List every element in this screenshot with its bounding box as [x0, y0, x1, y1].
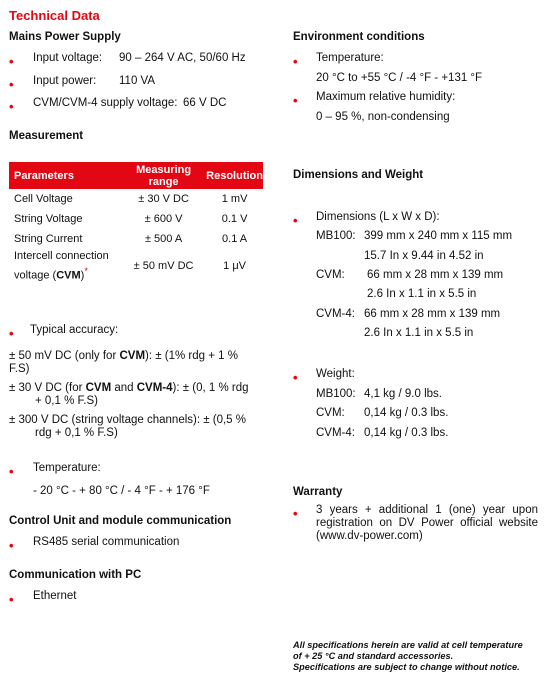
- bullet-icon: •: [9, 592, 14, 607]
- cell-range: ± 500 A: [144, 233, 183, 245]
- col-parameters: Parameters: [9, 162, 121, 189]
- bullet-icon: •: [9, 77, 14, 92]
- param-line1: Intercell connection: [14, 250, 109, 262]
- bullet-icon: •: [293, 93, 298, 108]
- temperature-label: Temperature:: [33, 462, 101, 474]
- mains-label: CVM/CVM-4 supply voltage:: [33, 97, 178, 109]
- bullet-icon: •: [293, 506, 298, 521]
- mains-value: 90 – 264 V AC, 50/60 Hz: [119, 52, 246, 64]
- cell-res: 0.1 V: [221, 213, 248, 225]
- page-title: Technical Data: [9, 8, 100, 23]
- dim-imperial: 2.6 In x 1.1 in x 5.5 in: [367, 288, 477, 300]
- weight-model: CVM:: [316, 407, 345, 419]
- footnote-line: Specifications are subject to change without notice.: [293, 662, 520, 672]
- bullet-icon: •: [293, 54, 298, 69]
- dimensions-heading: Dimensions and Weight: [293, 169, 424, 181]
- mains-label: Input voltage:: [33, 52, 103, 64]
- dim-model: MB100:: [316, 230, 356, 242]
- dimensions-label: Dimensions (L x W x D):: [316, 211, 440, 223]
- acc-text: ): ± (0, 1 % rdg: [172, 382, 249, 394]
- weight-model: MB100:: [316, 388, 356, 400]
- accuracy-item: [9, 382, 259, 408]
- cell-res: 1 μV: [223, 260, 246, 273]
- col-range: Measuring range: [121, 162, 206, 189]
- pc-heading: Communication with PC: [9, 569, 142, 581]
- bullet-icon: •: [9, 54, 14, 69]
- acc-text: and: [111, 382, 137, 394]
- acc-bold: CVM-4: [136, 382, 173, 394]
- env-humidity-value: 0 – 95 %, non-condensing: [316, 111, 450, 123]
- acc-text: rdg + 0,1 % F.S): [35, 427, 118, 439]
- param-line2-bold: CVM: [56, 269, 81, 282]
- env-temp-value: 20 °C to +55 °C / -4 °F - +131 °F: [316, 72, 483, 84]
- mains-label: Input power:: [33, 75, 97, 87]
- acc-text: ± 50 mV DC (only for: [9, 350, 120, 362]
- dim-metric: 399 mm x 240 mm x 115 mm: [364, 230, 513, 242]
- pc-item-text: Ethernet: [33, 590, 77, 602]
- weight-label: Weight:: [316, 368, 355, 380]
- table-row: [9, 249, 263, 284]
- warranty-line: (www.dv-power.com): [316, 530, 423, 542]
- warranty-line: 3 years + additional 1 (one) year upon: [316, 504, 538, 516]
- cell-param: String Voltage: [14, 213, 83, 225]
- dim-metric: 66 mm x 28 mm x 139 mm: [367, 269, 504, 281]
- dim-metric: 66 mm x 28 mm x 139 mm: [364, 308, 501, 320]
- accuracy-item: [9, 414, 259, 440]
- cell-range: ± 50 mV DC: [133, 260, 194, 273]
- weight-value: 0,14 kg / 0.3 lbs.: [364, 407, 449, 419]
- acc-text: ± 300 V DC (string voltage channels): ± (0,5 %: [9, 414, 246, 426]
- warranty-text: [316, 504, 538, 543]
- bullet-icon: •: [293, 370, 298, 385]
- cell-param: String Current: [14, 233, 83, 245]
- control-item-text: RS485 serial communication: [33, 536, 180, 548]
- acc-text: ): ± (1% rdg + 1 %: [145, 350, 238, 362]
- table-row: [9, 229, 263, 249]
- footnote-star: *: [84, 266, 88, 276]
- bullet-icon: •: [9, 326, 14, 341]
- weight-value: 4,1 kg / 9.0 lbs.: [364, 388, 442, 400]
- bullet-icon: •: [9, 464, 14, 479]
- param-line2-pre: voltage (: [14, 269, 57, 282]
- environment-heading: Environment conditions: [293, 31, 425, 43]
- control-heading: Control Unit and module communication: [9, 515, 232, 527]
- weight-value: 0,14 kg / 0.3 lbs.: [364, 427, 449, 439]
- measurement-table: [9, 162, 263, 284]
- cell-range: ± 30 V DC: [138, 193, 189, 205]
- dim-imperial: 15.7 In x 9.44 in 4.52 in: [364, 250, 484, 262]
- dim-model: CVM-4:: [316, 308, 355, 320]
- dim-imperial: 2.6 In x 1.1 in x 5.5 in: [364, 327, 474, 339]
- acc-bold: CVM: [119, 350, 146, 362]
- env-temp-label: Temperature:: [316, 52, 384, 64]
- bullet-icon: •: [293, 213, 298, 228]
- footnote-line: All specifications herein are valid at cell temperature: [293, 640, 523, 650]
- cell-range: ± 600 V: [144, 213, 183, 225]
- mains-value: 110 VA: [119, 75, 156, 87]
- mains-value: 66 V DC: [183, 97, 227, 109]
- acc-text: ± 30 V DC (for: [9, 382, 86, 394]
- temperature-value: - 20 °C - + 80 °C / - 4 °F - + 176 °F: [33, 485, 210, 497]
- bullet-icon: •: [9, 99, 14, 114]
- cell-res: 0.1 A: [222, 233, 248, 245]
- dim-model: CVM:: [316, 269, 345, 281]
- accuracy-label: Typical accuracy:: [30, 324, 119, 336]
- acc-text: + 0,1 % F.S): [35, 395, 98, 407]
- cell-param: [9, 249, 121, 284]
- measurement-heading: Measurement: [9, 130, 84, 142]
- footnote-line: of + 25 °C and standard accessories.: [293, 651, 454, 661]
- acc-text: F.S): [9, 363, 30, 375]
- param-line2-post: ): [80, 269, 85, 282]
- cell-param: Cell Voltage: [14, 193, 73, 205]
- table-header-row: [9, 162, 263, 189]
- warranty-line: registration on DV Power official website: [316, 517, 538, 529]
- bullet-icon: •: [9, 538, 14, 553]
- accuracy-item: [9, 350, 259, 376]
- env-humidity-label: Maximum relative humidity:: [316, 91, 456, 103]
- mains-heading: Mains Power Supply: [9, 31, 121, 43]
- acc-bold: CVM: [85, 382, 112, 394]
- warranty-heading: Warranty: [293, 486, 343, 498]
- col-resolution: Resolution: [206, 162, 263, 189]
- weight-model: CVM-4:: [316, 427, 355, 439]
- cell-res: 1 mV: [221, 193, 248, 205]
- footnote: [293, 640, 548, 673]
- table-row: [9, 209, 263, 229]
- table-row: [9, 189, 263, 209]
